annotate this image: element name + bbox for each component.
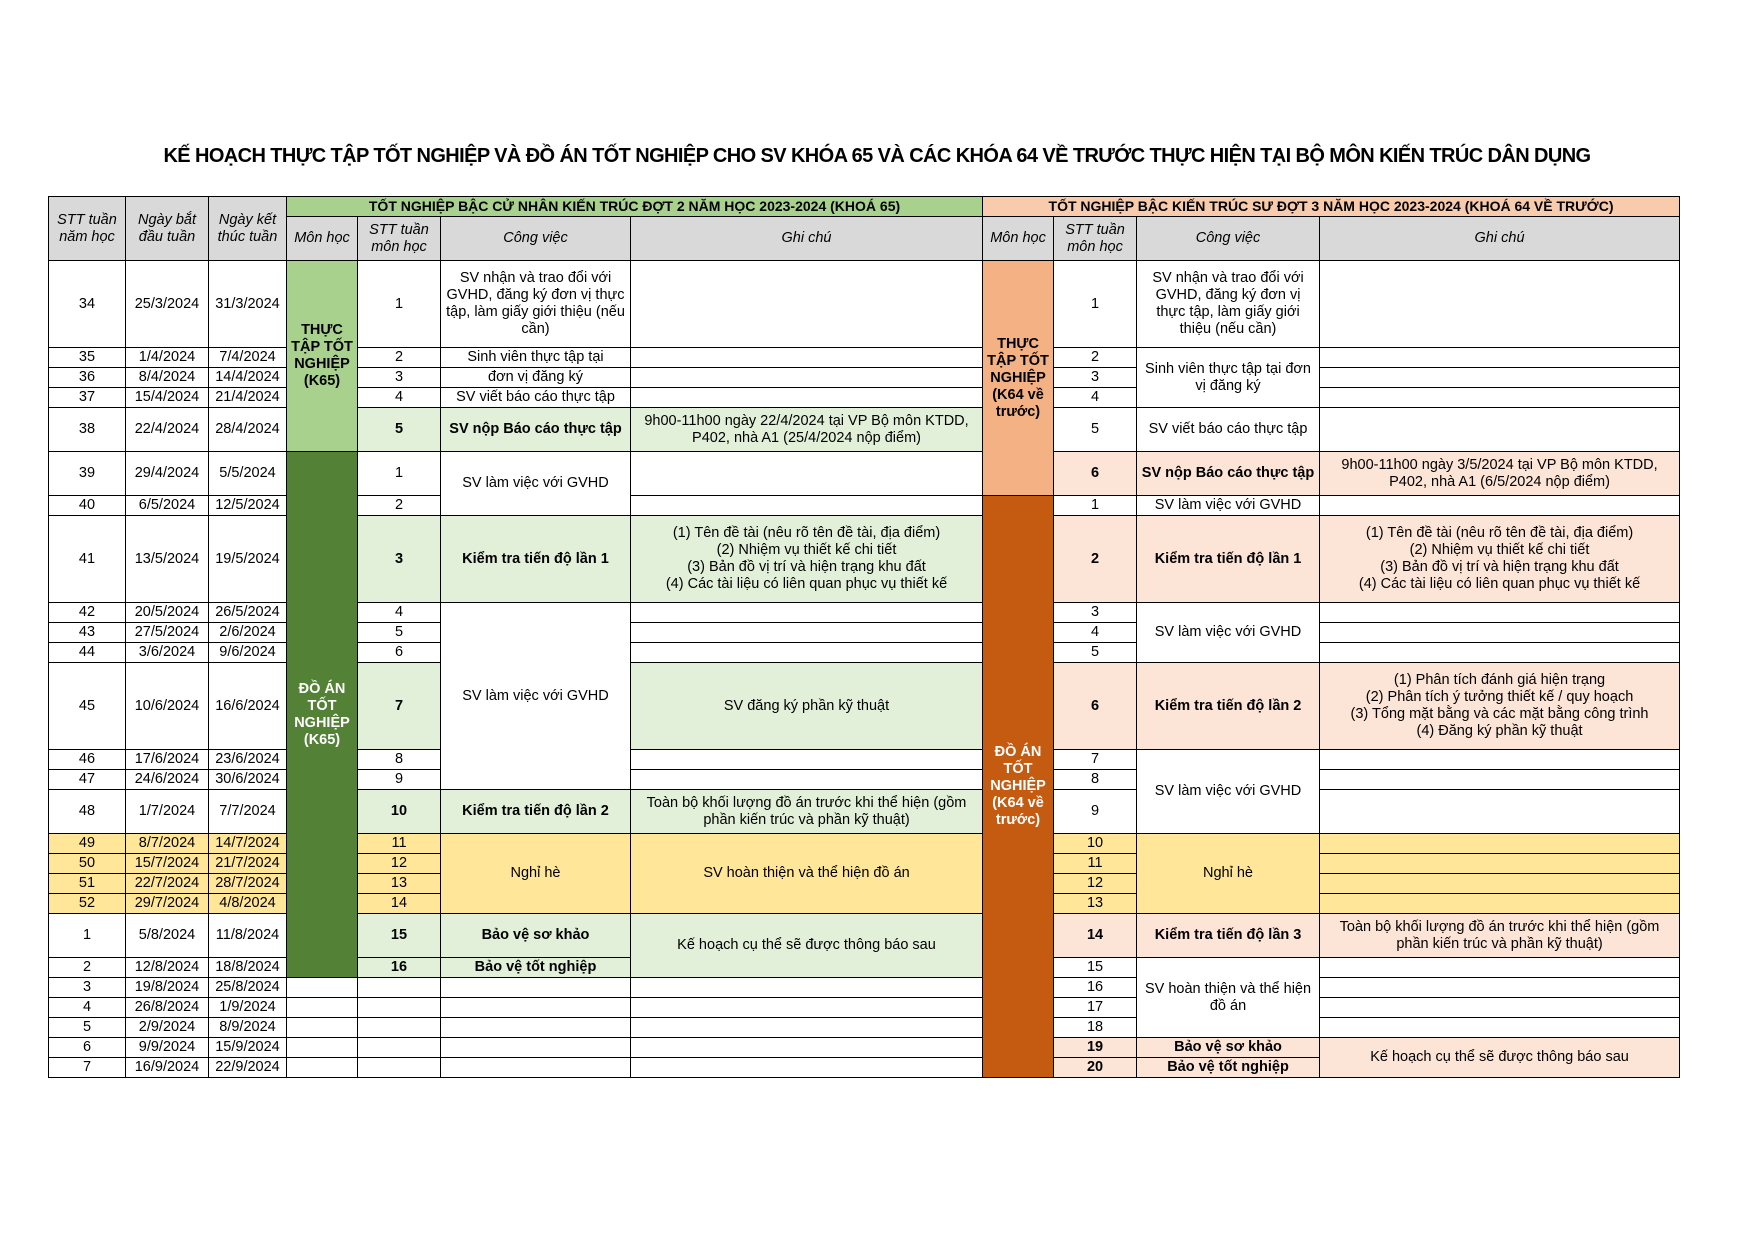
task-cell: Bảo vệ sơ khảo bbox=[1137, 1038, 1320, 1058]
subject-week-cell: 3 bbox=[1054, 603, 1137, 623]
week-no-cell: 41 bbox=[49, 516, 126, 603]
task-cell: SV hoàn thiện và thể hiện đồ án bbox=[1137, 958, 1320, 1038]
note-cell: Toàn bộ khối lượng đồ án trước khi thể hiện (gồm phần kiến trúc và phần kỹ thuật) bbox=[631, 790, 983, 834]
note-cell: Kế hoạch cụ thể sẽ được thông báo sau bbox=[1320, 1038, 1680, 1078]
week-no-cell: 50 bbox=[49, 854, 126, 874]
week-end-cell: 23/6/2024 bbox=[209, 750, 287, 770]
note-cell bbox=[631, 623, 983, 643]
subject-week-cell: 7 bbox=[358, 663, 441, 750]
subject-week-cell: 14 bbox=[1054, 914, 1137, 958]
subject-week-cell: 5 bbox=[1054, 643, 1137, 663]
subject-week-cell: 3 bbox=[358, 368, 441, 388]
week-start-cell: 25/3/2024 bbox=[126, 261, 209, 348]
week-start-cell: 24/6/2024 bbox=[126, 770, 209, 790]
week-no-cell: 46 bbox=[49, 750, 126, 770]
task-cell: Sinh viên thực tập tại bbox=[441, 348, 631, 368]
week-end-cell: 26/5/2024 bbox=[209, 603, 287, 623]
note-cell bbox=[1320, 894, 1680, 914]
note-cell: SV đăng ký phần kỹ thuật bbox=[631, 663, 983, 750]
week-end-cell: 12/5/2024 bbox=[209, 496, 287, 516]
week-no-cell: 42 bbox=[49, 603, 126, 623]
header-end-date: Ngày kết thúc tuần bbox=[209, 197, 287, 261]
subject-week-cell: 4 bbox=[1054, 388, 1137, 408]
table-row bbox=[49, 1018, 1680, 1038]
note-cell: Kế hoạch cụ thể sẽ được thông báo sau bbox=[631, 914, 983, 978]
schedule-table bbox=[48, 196, 1680, 1078]
page-title: KẾ HOẠCH THỰC TẬP TỐT NGHIỆP VÀ ĐỒ ÁN TỐT NGHIỆP CHO SV KHÓA 65 VÀ CÁC KHÓA 64 VỀ TRƯỚC THỰC HIỆN TẠI BỘ MÔN KIẾN TRÚC DÂN DỤNG bbox=[163, 145, 1591, 167]
subject-week-cell: 10 bbox=[1054, 834, 1137, 854]
week-start-cell: 8/7/2024 bbox=[126, 834, 209, 854]
week-no-cell: 7 bbox=[49, 1058, 126, 1078]
week-end-cell: 14/7/2024 bbox=[209, 834, 287, 854]
week-no-cell: 48 bbox=[49, 790, 126, 834]
note-cell bbox=[1320, 623, 1680, 643]
note-cell bbox=[1320, 770, 1680, 790]
note-cell: 9h00-11h00 ngày 3/5/2024 tại VP Bộ môn KTDD, P402, nhà A1 (6/5/2024 nộp điểm) bbox=[1320, 452, 1680, 496]
subject-week-cell: 16 bbox=[1054, 978, 1137, 998]
week-end-cell: 21/4/2024 bbox=[209, 388, 287, 408]
subject-internship-k64: THỰC TẬP TỐT NGHIỆP (K64 về trước) bbox=[983, 261, 1054, 496]
week-start-cell: 13/5/2024 bbox=[126, 516, 209, 603]
week-start-cell: 16/9/2024 bbox=[126, 1058, 209, 1078]
subject-week-cell: 19 bbox=[1054, 1038, 1137, 1058]
week-start-cell: 29/4/2024 bbox=[126, 452, 209, 496]
note-cell: (1) Tên đề tài (nêu rõ tên đề tài, địa điểm) (2) Nhiệm vụ thiết kế chi tiết (3) Bản đồ vị trí và hiện trạng khu đất (4) Các tài liệu có liên quan phục vụ thiết kế bbox=[631, 516, 983, 603]
week-start-cell: 9/9/2024 bbox=[126, 1038, 209, 1058]
task-cell: SV nhận và trao đổi với GVHD, đăng ký đơn vị thực tập, làm giấy giới thiệu (nếu cần) bbox=[1137, 261, 1320, 348]
task-cell: Kiểm tra tiến độ lần 1 bbox=[441, 516, 631, 603]
week-no-cell: 51 bbox=[49, 874, 126, 894]
task-cell: SV viết báo cáo thực tập bbox=[441, 388, 631, 408]
subject-week-cell: 18 bbox=[1054, 1018, 1137, 1038]
week-end-cell: 25/8/2024 bbox=[209, 978, 287, 998]
week-start-cell: 8/4/2024 bbox=[126, 368, 209, 388]
week-end-cell: 28/4/2024 bbox=[209, 408, 287, 452]
week-start-cell: 1/7/2024 bbox=[126, 790, 209, 834]
note-cell bbox=[1320, 496, 1680, 516]
note-cell bbox=[1320, 643, 1680, 663]
note-cell bbox=[631, 388, 983, 408]
week-start-cell: 19/8/2024 bbox=[126, 978, 209, 998]
header-note-k64: Ghi chú bbox=[1320, 217, 1680, 261]
subject-week-cell: 13 bbox=[1054, 894, 1137, 914]
note-cell bbox=[1320, 750, 1680, 770]
week-start-cell: 6/5/2024 bbox=[126, 496, 209, 516]
note-cell bbox=[1320, 368, 1680, 388]
subject-week-cell: 17 bbox=[1054, 998, 1137, 1018]
week-start-cell: 12/8/2024 bbox=[126, 958, 209, 978]
subject-week-cell: 12 bbox=[358, 854, 441, 874]
note-cell bbox=[631, 452, 983, 496]
note-cell bbox=[1320, 998, 1680, 1018]
week-start-cell: 29/7/2024 bbox=[126, 894, 209, 914]
week-no-cell: 37 bbox=[49, 388, 126, 408]
note-cell bbox=[631, 368, 983, 388]
subject-week-cell: 3 bbox=[1054, 368, 1137, 388]
note-cell: Toàn bộ khối lượng đồ án trước khi thể hiện (gồm phần kiến trúc và phần kỹ thuật) bbox=[1320, 914, 1680, 958]
subject-week-cell: 7 bbox=[1054, 750, 1137, 770]
note-cell: 9h00-11h00 ngày 22/4/2024 tại VP Bộ môn KTDD, P402, nhà A1 (25/4/2024 nộp điểm) bbox=[631, 408, 983, 452]
week-no-cell: 6 bbox=[49, 1038, 126, 1058]
task-cell: Nghỉ hè bbox=[441, 834, 631, 914]
subject-week-cell: 9 bbox=[1054, 790, 1137, 834]
week-start-cell: 22/4/2024 bbox=[126, 408, 209, 452]
note-cell bbox=[631, 348, 983, 368]
note-cell bbox=[631, 603, 983, 623]
subject-week-cell: 2 bbox=[1054, 348, 1137, 368]
task-cell: Sinh viên thực tập tại đơn vị đăng ký bbox=[1137, 348, 1320, 408]
subject-week-cell: 4 bbox=[358, 388, 441, 408]
note-cell bbox=[1320, 388, 1680, 408]
subject-week-cell: 5 bbox=[358, 623, 441, 643]
subject-week-cell: 6 bbox=[358, 643, 441, 663]
header-subject-k65: Môn học bbox=[287, 217, 358, 261]
subject-week-cell: 1 bbox=[1054, 261, 1137, 348]
note-cell bbox=[631, 643, 983, 663]
note-cell: SV hoàn thiện và thể hiện đồ án bbox=[631, 834, 983, 914]
week-start-cell: 15/4/2024 bbox=[126, 388, 209, 408]
subject-week-cell: 14 bbox=[358, 894, 441, 914]
note-cell bbox=[1320, 978, 1680, 998]
week-no-cell: 5 bbox=[49, 1018, 126, 1038]
week-no-cell: 43 bbox=[49, 623, 126, 643]
subject-week-cell: 20 bbox=[1054, 1058, 1137, 1078]
week-end-cell: 7/7/2024 bbox=[209, 790, 287, 834]
subject-week-cell: 10 bbox=[358, 790, 441, 834]
subject-thesis-k64: ĐỒ ÁN TỐT NGHIỆP (K64 về trước) bbox=[983, 496, 1054, 1078]
task-cell: SV nhận và trao đổi với GVHD, đăng ký đơn vị thực tập, làm giấy giới thiệu (nếu cần) bbox=[441, 261, 631, 348]
week-end-cell: 5/5/2024 bbox=[209, 452, 287, 496]
note-cell bbox=[1320, 348, 1680, 368]
week-start-cell: 2/9/2024 bbox=[126, 1018, 209, 1038]
task-cell: SV nộp Báo cáo thực tập bbox=[441, 408, 631, 452]
task-cell: SV làm việc với GVHD bbox=[1137, 496, 1320, 516]
table-row bbox=[49, 452, 1680, 496]
week-no-cell: 35 bbox=[49, 348, 126, 368]
week-no-cell: 3 bbox=[49, 978, 126, 998]
subject-week-cell: 5 bbox=[1054, 408, 1137, 452]
week-end-cell: 16/6/2024 bbox=[209, 663, 287, 750]
week-end-cell: 1/9/2024 bbox=[209, 998, 287, 1018]
week-no-cell: 40 bbox=[49, 496, 126, 516]
header-week-no: STT tuần năm học bbox=[49, 197, 126, 261]
note-cell bbox=[1320, 261, 1680, 348]
table-row bbox=[49, 1038, 1680, 1058]
week-no-cell: 38 bbox=[49, 408, 126, 452]
note-cell bbox=[1320, 408, 1680, 452]
week-end-cell: 19/5/2024 bbox=[209, 516, 287, 603]
week-end-cell: 7/4/2024 bbox=[209, 348, 287, 368]
subject-week-cell: 9 bbox=[358, 770, 441, 790]
subject-week-cell: 16 bbox=[358, 958, 441, 978]
week-end-cell: 18/8/2024 bbox=[209, 958, 287, 978]
note-cell bbox=[1320, 790, 1680, 834]
week-no-cell: 45 bbox=[49, 663, 126, 750]
week-end-cell: 21/7/2024 bbox=[209, 854, 287, 874]
week-end-cell: 31/3/2024 bbox=[209, 261, 287, 348]
task-cell: SV làm việc với GVHD bbox=[441, 603, 631, 790]
task-cell: Kiểm tra tiến độ lần 1 bbox=[1137, 516, 1320, 603]
subject-week-cell: 4 bbox=[1054, 623, 1137, 643]
week-end-cell: 15/9/2024 bbox=[209, 1038, 287, 1058]
subject-week-cell: 6 bbox=[1054, 452, 1137, 496]
note-cell bbox=[1320, 1018, 1680, 1038]
subject-week-cell: 11 bbox=[358, 834, 441, 854]
task-cell: SV làm việc với GVHD bbox=[441, 452, 631, 516]
subject-thesis-k65: ĐỒ ÁN TỐT NGHIỆP (K65) bbox=[287, 452, 358, 978]
week-no-cell: 39 bbox=[49, 452, 126, 496]
week-start-cell: 20/5/2024 bbox=[126, 603, 209, 623]
table-row bbox=[49, 978, 1680, 998]
week-no-cell: 49 bbox=[49, 834, 126, 854]
header-note-k65: Ghi chú bbox=[631, 217, 983, 261]
header-subject-week-k65: STT tuần môn học bbox=[358, 217, 441, 261]
task-cell: Bảo vệ tốt nghiệp bbox=[441, 958, 631, 978]
week-end-cell: 14/4/2024 bbox=[209, 368, 287, 388]
note-cell bbox=[1320, 603, 1680, 623]
subject-week-cell: 5 bbox=[358, 408, 441, 452]
subject-week-cell: 1 bbox=[358, 261, 441, 348]
subject-week-cell: 3 bbox=[358, 516, 441, 603]
task-cell: SV nộp Báo cáo thực tập bbox=[1137, 452, 1320, 496]
week-end-cell: 8/9/2024 bbox=[209, 1018, 287, 1038]
task-cell: SV viết báo cáo thực tập bbox=[1137, 408, 1320, 452]
week-no-cell: 52 bbox=[49, 894, 126, 914]
week-end-cell: 30/6/2024 bbox=[209, 770, 287, 790]
week-end-cell: 9/6/2024 bbox=[209, 643, 287, 663]
week-no-cell: 34 bbox=[49, 261, 126, 348]
subject-internship-k65: THỰC TẬP TỐT NGHIỆP (K65) bbox=[287, 261, 358, 452]
note-cell: (1) Tên đề tài (nêu rõ tên đề tài, địa điểm) (2) Nhiệm vụ thiết kế chi tiết (3) Bản đồ vị trí và hiện trạng khu đất (4) Các tài liệu có liên quan phục vụ thiết kế bbox=[1320, 516, 1680, 603]
subject-week-cell: 6 bbox=[1054, 663, 1137, 750]
week-start-cell: 1/4/2024 bbox=[126, 348, 209, 368]
week-no-cell: 4 bbox=[49, 998, 126, 1018]
header-subject-k64: Môn học bbox=[983, 217, 1054, 261]
week-no-cell: 2 bbox=[49, 958, 126, 978]
task-cell: Bảo vệ tốt nghiệp bbox=[1137, 1058, 1320, 1078]
week-end-cell: 28/7/2024 bbox=[209, 874, 287, 894]
week-start-cell: 26/8/2024 bbox=[126, 998, 209, 1018]
note-cell bbox=[1320, 854, 1680, 874]
week-start-cell: 5/8/2024 bbox=[126, 914, 209, 958]
subject-week-cell: 2 bbox=[358, 496, 441, 516]
week-start-cell: 27/5/2024 bbox=[126, 623, 209, 643]
note-cell bbox=[631, 750, 983, 770]
task-cell: Kiểm tra tiến độ lần 3 bbox=[1137, 914, 1320, 958]
week-end-cell: 4/8/2024 bbox=[209, 894, 287, 914]
note-cell bbox=[1320, 958, 1680, 978]
header-task-k65: Công việc bbox=[441, 217, 631, 261]
task-cell: SV làm việc với GVHD bbox=[1137, 750, 1320, 834]
table-row bbox=[49, 261, 1680, 348]
week-start-cell: 17/6/2024 bbox=[126, 750, 209, 770]
note-cell bbox=[1320, 874, 1680, 894]
subject-week-cell: 1 bbox=[1054, 496, 1137, 516]
week-start-cell: 22/7/2024 bbox=[126, 874, 209, 894]
week-end-cell: 11/8/2024 bbox=[209, 914, 287, 958]
note-cell bbox=[1320, 834, 1680, 854]
task-cell: Kiểm tra tiến độ lần 2 bbox=[1137, 663, 1320, 750]
week-no-cell: 44 bbox=[49, 643, 126, 663]
week-end-cell: 22/9/2024 bbox=[209, 1058, 287, 1078]
header-group-k64: TỐT NGHIỆP BẬC KIẾN TRÚC SƯ ĐỢT 3 NĂM HỌC 2023-2024 (KHOÁ 64 VỀ TRƯỚC) bbox=[983, 197, 1680, 217]
subject-week-cell: 8 bbox=[1054, 770, 1137, 790]
week-start-cell: 10/6/2024 bbox=[126, 663, 209, 750]
subject-week-cell: 4 bbox=[358, 603, 441, 623]
header-task-k64: Công việc bbox=[1137, 217, 1320, 261]
table-row bbox=[49, 998, 1680, 1018]
task-cell: Kiểm tra tiến độ lần 2 bbox=[441, 790, 631, 834]
subject-week-cell: 13 bbox=[358, 874, 441, 894]
week-start-cell: 3/6/2024 bbox=[126, 643, 209, 663]
subject-week-cell: 2 bbox=[1054, 516, 1137, 603]
task-cell: đơn vị đăng ký bbox=[441, 368, 631, 388]
subject-week-cell: 2 bbox=[358, 348, 441, 368]
note-cell: (1) Phân tích đánh giá hiện trạng (2) Phân tích ý tưởng thiết kế / quy hoạch (3) Tổng mặt bằng và các mặt bằng công trình (4) Đăng ký phần kỹ thuật bbox=[1320, 663, 1680, 750]
subject-week-cell: 12 bbox=[1054, 874, 1137, 894]
note-cell bbox=[631, 261, 983, 348]
header-group-k65: TỐT NGHIỆP BẬC CỬ NHÂN KIẾN TRÚC ĐỢT 2 NĂM HỌC 2023-2024 (KHOÁ 65) bbox=[287, 197, 983, 217]
header-start-date: Ngày bắt đầu tuần bbox=[126, 197, 209, 261]
subject-week-cell: 8 bbox=[358, 750, 441, 770]
task-cell: Bảo vệ sơ khảo bbox=[441, 914, 631, 958]
subject-week-cell: 15 bbox=[1054, 958, 1137, 978]
note-cell bbox=[631, 770, 983, 790]
task-cell: Nghỉ hè bbox=[1137, 834, 1320, 914]
week-no-cell: 36 bbox=[49, 368, 126, 388]
header-subject-week-k64: STT tuần môn học bbox=[1054, 217, 1137, 261]
week-no-cell: 47 bbox=[49, 770, 126, 790]
subject-week-cell: 15 bbox=[358, 914, 441, 958]
task-cell: SV làm việc với GVHD bbox=[1137, 603, 1320, 663]
week-start-cell: 15/7/2024 bbox=[126, 854, 209, 874]
note-cell bbox=[631, 496, 983, 516]
subject-week-cell: 1 bbox=[358, 452, 441, 496]
week-end-cell: 2/6/2024 bbox=[209, 623, 287, 643]
subject-week-cell: 11 bbox=[1054, 854, 1137, 874]
week-no-cell: 1 bbox=[49, 914, 126, 958]
